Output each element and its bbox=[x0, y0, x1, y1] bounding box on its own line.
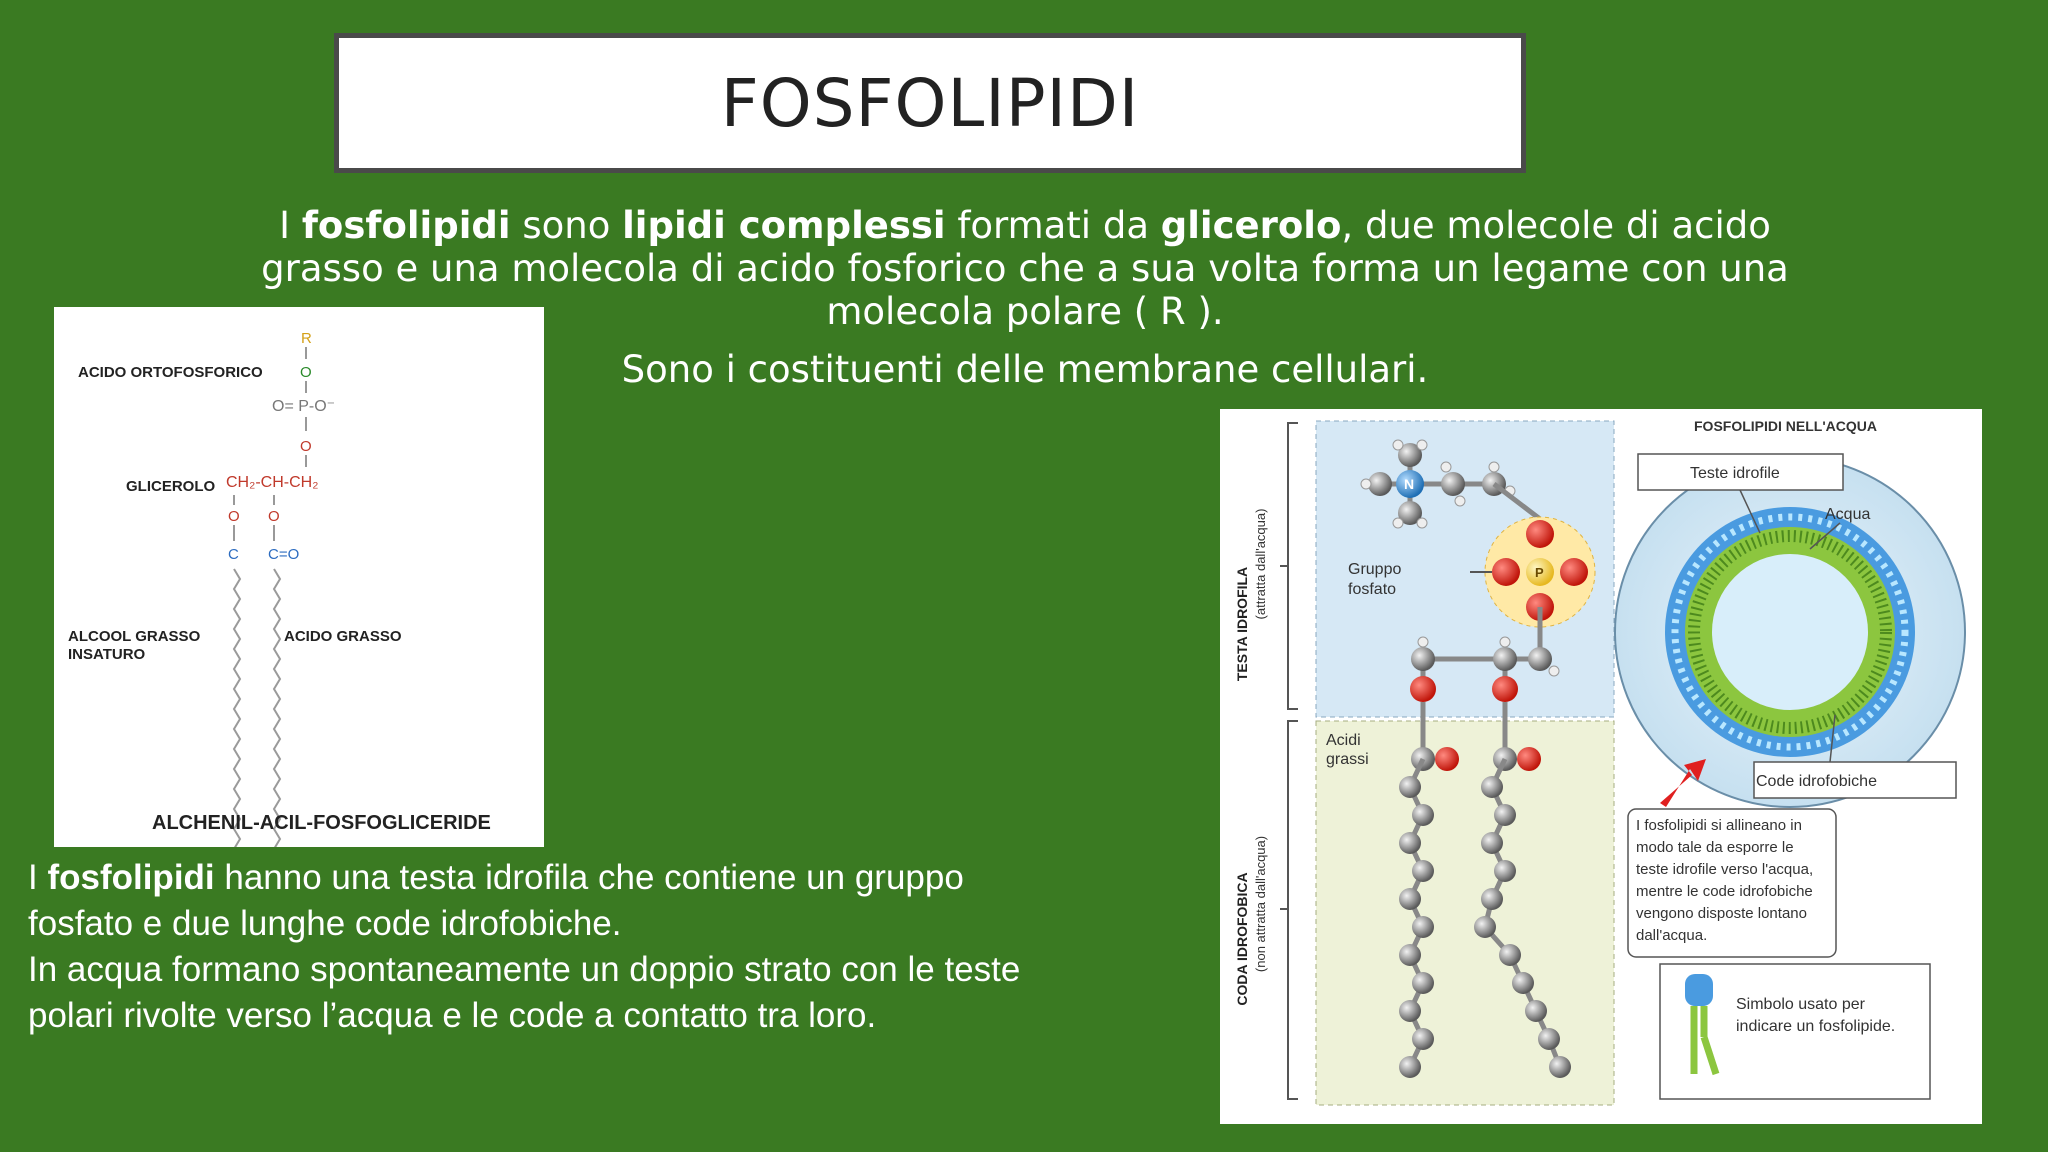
code-idrofobiche-label: Code idrofobiche bbox=[1756, 773, 1877, 790]
intro-bold-fosfolipidi: fosfolipidi bbox=[301, 204, 511, 247]
note-line-2: modo tale da esporre le bbox=[1636, 839, 1794, 856]
carbon-label: C bbox=[228, 546, 239, 563]
acido-ortofosforico-label: ACIDO ORTOFOSFORICO bbox=[78, 364, 263, 381]
acidi-label: Acidi bbox=[1326, 732, 1361, 749]
tail-panel bbox=[1316, 721, 1614, 1105]
water-heading: FOSFOLIPIDI NELL'ACQUA bbox=[1694, 418, 1877, 434]
alcool-grasso-label: ALCOOL GRASSO bbox=[68, 628, 201, 645]
fosfato-label: fosfato bbox=[1348, 581, 1397, 598]
page-title: FOSFOLIPIDI bbox=[720, 64, 1140, 142]
description-text bbox=[28, 855, 1028, 1039]
desc-text-2: hanno una testa idrofila che contiene un gruppo fosfato e due lunghe code idrofobiche. bbox=[28, 858, 964, 943]
coda-idrofobica-sub: (non attratta dall'acqua) bbox=[1253, 835, 1268, 973]
carbonyl-label: C=O bbox=[268, 546, 300, 563]
intro-text-2: sono bbox=[510, 204, 623, 247]
testa-idrofila-label: TESTA IDROFILA bbox=[1234, 566, 1250, 682]
note-line-1: I fosfolipidi si allineano in bbox=[1636, 817, 1802, 834]
intro-text-4: , due molecole di acido grasso e una molecola di acido fosforico che a sua volta forma un legame con una molecola polare ( R ). bbox=[261, 204, 1789, 333]
oxygen-2: O bbox=[300, 438, 312, 455]
note-line-4: mentre le code idrofobiche bbox=[1636, 883, 1813, 900]
gruppo-label: Gruppo bbox=[1348, 561, 1402, 578]
oxygen-1: O bbox=[300, 364, 312, 381]
teste-idrofile-label: Teste idrofile bbox=[1690, 465, 1780, 482]
description-paragraph-1 bbox=[28, 855, 1028, 947]
acqua-label: Acqua bbox=[1825, 506, 1871, 523]
oxygen-3: O bbox=[228, 508, 240, 525]
simbolo-line-1: Simbolo usato per bbox=[1736, 996, 1865, 1013]
grassi-label: grassi bbox=[1326, 751, 1369, 768]
glicerolo-label: GLICEROLO bbox=[126, 478, 216, 495]
intro-bold-lipidi-complessi: lipidi complessi bbox=[622, 204, 946, 247]
inner-water bbox=[1712, 554, 1868, 710]
fatty-acid-chain bbox=[274, 569, 280, 847]
tail-bracket bbox=[1288, 721, 1298, 1099]
structure-figure bbox=[54, 307, 544, 847]
r-label: R bbox=[301, 330, 312, 347]
desc-bold-fosfolipidi: fosfolipidi bbox=[47, 858, 215, 897]
intro-bold-glicerolo: glicerolo bbox=[1160, 204, 1342, 247]
acido-grasso-label: ACIDO GRASSO bbox=[284, 628, 402, 645]
head-bracket bbox=[1288, 423, 1298, 709]
insaturo-label: INSATURO bbox=[68, 646, 146, 663]
phosphorus-atom: P bbox=[1535, 565, 1544, 580]
unsaturated-alcohol-chain bbox=[234, 569, 240, 847]
title-box bbox=[334, 33, 1526, 173]
note-line-3: teste idrofile verso l'acqua, bbox=[1636, 861, 1814, 878]
intro-text-3: formati da bbox=[945, 204, 1161, 247]
coda-idrofobica-label: CODA IDROFOBICA bbox=[1234, 872, 1250, 1006]
description-paragraph-2: In acqua formano spontaneamente un doppio strato con le teste polari rivolte verso l’acqua e le code a contatto tra loro. bbox=[28, 950, 1021, 1035]
structure-caption: ALCHENIL-ACIL-FOSFOGLICERIDE bbox=[152, 812, 491, 834]
phospholipid-water-figure bbox=[1220, 409, 1982, 1124]
note-line-5: vengono disposte lontano bbox=[1636, 905, 1807, 922]
note-line-6: dall'acqua. bbox=[1636, 927, 1708, 944]
desc-text-1: I bbox=[28, 858, 48, 897]
intro-text-1: I bbox=[279, 204, 302, 247]
testa-idrofila-sub: (attratta dall'acqua) bbox=[1253, 508, 1268, 620]
simbolo-line-2: indicare un fosfolipide. bbox=[1736, 1018, 1896, 1035]
glycerol-chain: CH₂-CH-CH₂ bbox=[226, 474, 319, 491]
intro-membrane-line: Sono i costituenti delle membrane cellulari. bbox=[621, 348, 1429, 391]
oxygen-4: O bbox=[268, 508, 280, 525]
nitrogen-atom: N bbox=[1404, 476, 1415, 492]
phospholipid-diagram bbox=[1220, 409, 1982, 1124]
phosphate-group: O= P-O⁻ bbox=[272, 398, 336, 415]
structure-diagram bbox=[54, 307, 544, 847]
